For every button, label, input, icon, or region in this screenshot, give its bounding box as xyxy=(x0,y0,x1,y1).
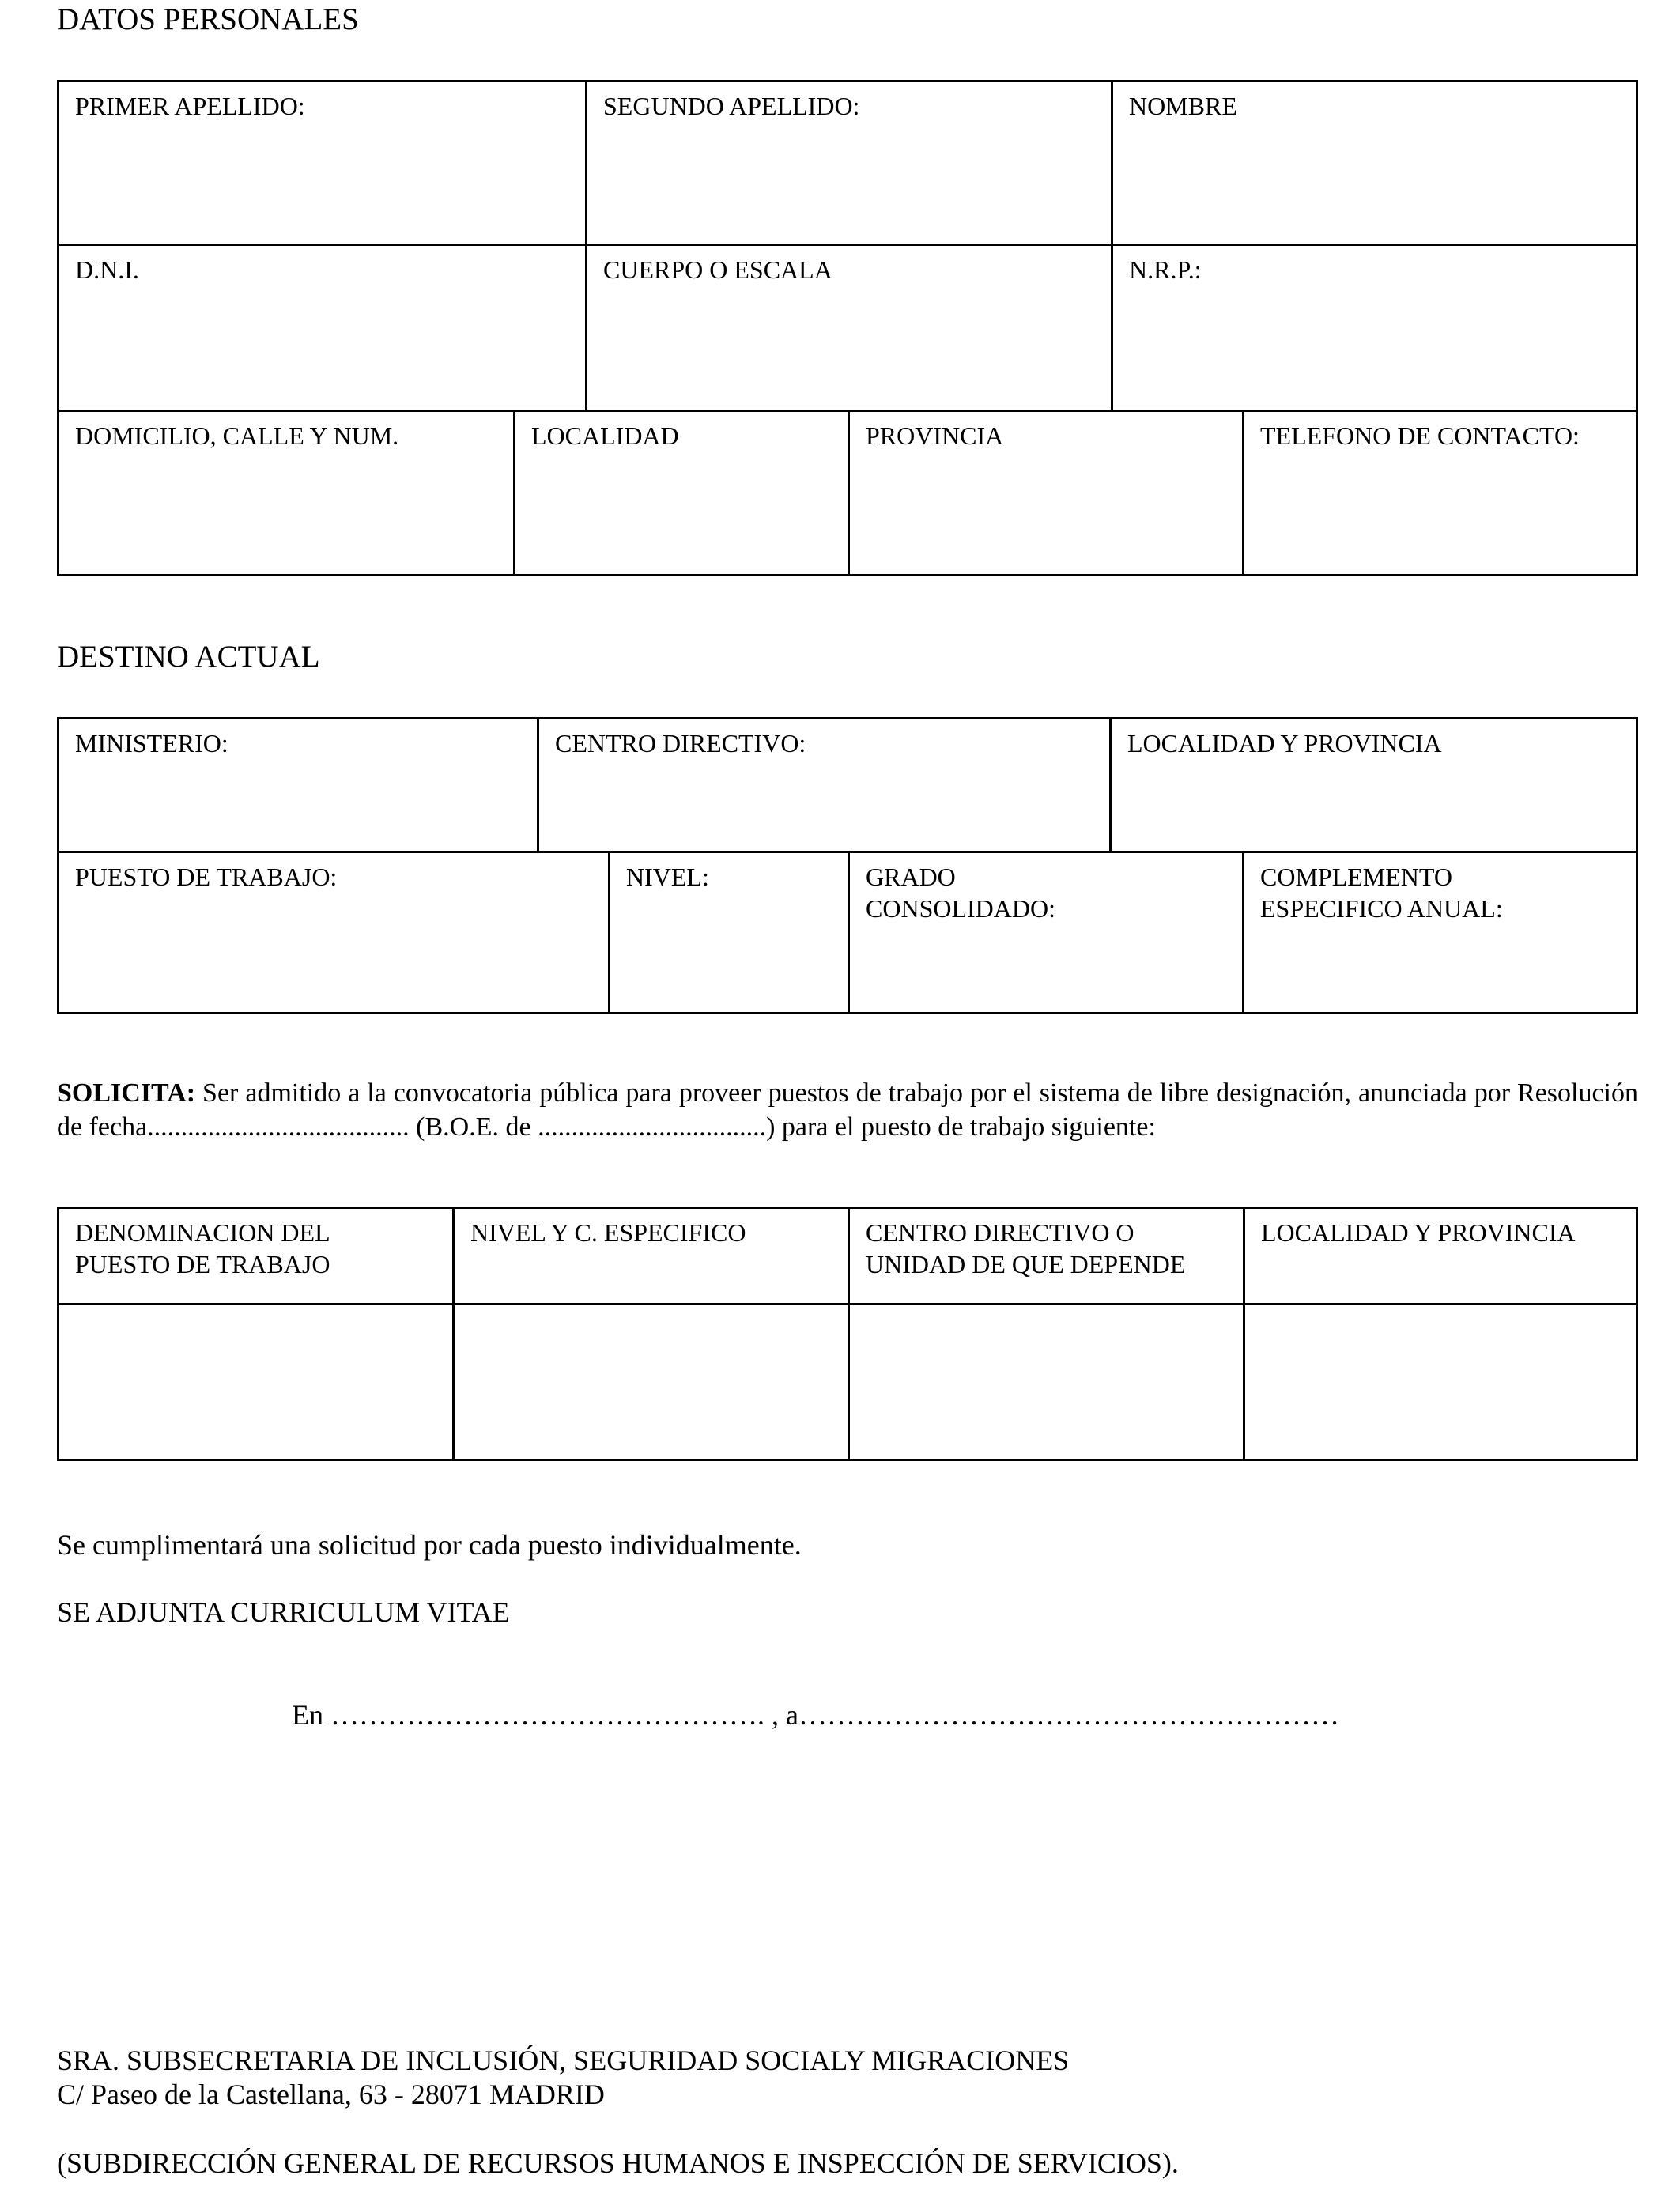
dni-label: D.N.I. xyxy=(75,255,139,284)
destino-actual-row-1 xyxy=(59,719,1636,851)
puesto-table-header-row xyxy=(59,1209,1636,1303)
section-title-datos-personales: DATOS PERSONALES xyxy=(57,2,359,36)
puesto-table-entry-row xyxy=(59,1303,1636,1459)
complemento-especifico-field[interactable] xyxy=(1242,853,1636,1012)
telefono-field[interactable] xyxy=(1242,412,1636,574)
addressee-line-3: (SUBDIRECCIÓN GENERAL DE RECURSOS HUMANOS E INSPECCIÓN DE SERVICIOS). xyxy=(57,2147,1179,2179)
header-denominacion-line-1: DENOMINACION DEL xyxy=(75,1218,330,1247)
header-denominacion-line-2: PUESTO DE TRABAJO xyxy=(75,1250,330,1278)
datos-personales-row-2 xyxy=(59,244,1636,410)
complemento-especifico-label-line-2: ESPECIFICO ANUAL: xyxy=(1260,894,1503,923)
header-centro-directivo-line-1: CENTRO DIRECTIVO O xyxy=(866,1218,1134,1247)
header-denominacion xyxy=(59,1209,452,1303)
header-localidad-provincia-label: LOCALIDAD Y PROVINCIA xyxy=(1261,1218,1576,1247)
denominacion-input-cell[interactable] xyxy=(59,1305,452,1459)
cuerpo-escala-label: CUERPO O ESCALA xyxy=(603,255,832,284)
telefono-label: TELEFONO DE CONTACTO: xyxy=(1260,421,1580,450)
domicilio-field[interactable] xyxy=(59,412,513,574)
provincia-label: PROVINCIA xyxy=(866,421,1004,450)
nrp-field[interactable] xyxy=(1111,246,1636,410)
datos-personales-row-1 xyxy=(59,82,1636,244)
puesto-solicitado-table xyxy=(57,1207,1638,1461)
note-attach-cv: SE ADJUNTA CURRICULUM VITAE xyxy=(57,1596,510,1628)
puesto-trabajo-field[interactable] xyxy=(59,853,608,1012)
ministerio-label: MINISTERIO: xyxy=(75,729,228,757)
solicita-paragraph xyxy=(57,1076,1638,1144)
solicita-text: Ser admitido a la convocatoria pública para proveer puestos de trabajo por el sistema de libre designación, anunciada por Resolución de fecha....................................... (B.O.E. de ..................................) para el puesto de trabajo siguiente: xyxy=(57,1078,1638,1142)
puesto-trabajo-label: PUESTO DE TRABAJO: xyxy=(75,863,338,891)
destino-actual-table xyxy=(57,717,1638,1014)
grado-consolidado-label-line-2: CONSOLIDADO: xyxy=(866,894,1055,923)
header-localidad-provincia xyxy=(1243,1209,1636,1303)
localidad-provincia-field[interactable] xyxy=(1109,719,1636,851)
nombre-field[interactable] xyxy=(1111,82,1636,244)
nrp-label: N.R.P.: xyxy=(1129,255,1202,284)
primer-apellido-label: PRIMER APELLIDO: xyxy=(75,92,305,120)
grado-consolidado-label-line-1: GRADO xyxy=(866,863,956,891)
nombre-label: NOMBRE xyxy=(1129,92,1237,120)
centro-directivo-input-cell[interactable] xyxy=(848,1305,1243,1459)
localidad-provincia-input-cell[interactable] xyxy=(1243,1305,1636,1459)
header-centro-directivo xyxy=(848,1209,1243,1303)
centro-directivo-field[interactable] xyxy=(537,719,1109,851)
cuerpo-escala-field[interactable] xyxy=(585,246,1111,410)
segundo-apellido-field[interactable] xyxy=(585,82,1111,244)
datos-personales-row-3 xyxy=(59,410,1636,574)
primer-apellido-field[interactable] xyxy=(59,82,585,244)
header-nivel-c-especifico-label: NIVEL Y C. ESPECIFICO xyxy=(470,1218,746,1247)
dni-field[interactable] xyxy=(59,246,585,410)
centro-directivo-label: CENTRO DIRECTIVO: xyxy=(555,729,806,757)
nivel-field[interactable] xyxy=(608,853,848,1012)
localidad-label: LOCALIDAD xyxy=(531,421,679,450)
complemento-especifico-label-line-1: COMPLEMENTO xyxy=(1260,863,1452,891)
ministerio-field[interactable] xyxy=(59,719,537,851)
localidad-provincia-label: LOCALIDAD Y PROVINCIA xyxy=(1127,729,1442,757)
header-centro-directivo-line-2: UNIDAD DE QUE DEPENDE xyxy=(866,1250,1186,1278)
grado-consolidado-field[interactable] xyxy=(848,853,1242,1012)
solicita-label: SOLICITA: xyxy=(57,1078,196,1108)
datos-personales-table xyxy=(57,80,1638,576)
addressee-line-1: SRA. SUBSECRETARIA DE INCLUSIÓN, SEGURIDAD SOCIALY MIGRACIONES xyxy=(57,2045,1070,2076)
header-nivel-c-especifico xyxy=(452,1209,848,1303)
destino-actual-row-2 xyxy=(59,851,1636,1012)
segundo-apellido-label: SEGUNDO APELLIDO: xyxy=(603,92,860,120)
nivel-c-especifico-input-cell[interactable] xyxy=(452,1305,848,1459)
section-title-destino-actual: DESTINO ACTUAL xyxy=(57,640,320,674)
nivel-label: NIVEL: xyxy=(626,863,709,891)
note-one-per-post: Se cumplimentará una solicitud por cada puesto individualmente. xyxy=(57,1529,802,1561)
addressee-line-2: C/ Paseo de la Castellana, 63 - 28071 MADRID xyxy=(57,2079,605,2110)
localidad-field[interactable] xyxy=(513,412,848,574)
domicilio-label: DOMICILIO, CALLE Y NUM. xyxy=(75,421,399,450)
place-date-line[interactable]: En ………………………………………. , a………………………………………………… xyxy=(292,1699,1339,1731)
provincia-field[interactable] xyxy=(848,412,1242,574)
